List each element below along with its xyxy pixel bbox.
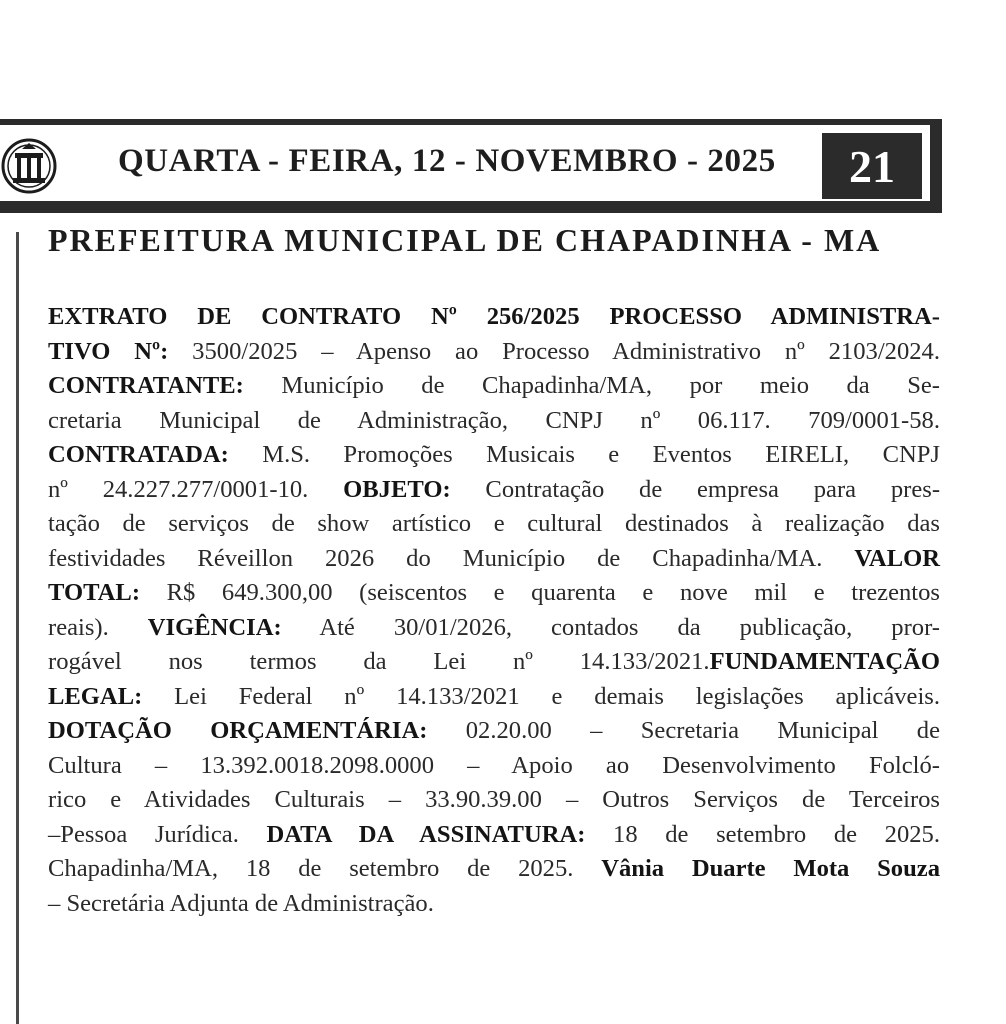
body-text: Município de Chapadinha/MA, por meio da Se- — [243, 372, 940, 399]
text-line — [48, 542, 940, 577]
body-text: 18 de setembro de 2025. — [585, 820, 940, 848]
bold-label: FUNDAMENTAÇÃO — [709, 648, 940, 675]
text-line — [48, 438, 940, 473]
body-text: 02.20.00 – Secretaria Municipal de — [427, 717, 940, 744]
body-text: tação de serviços de show artístico e cultural destinados à realização das — [48, 510, 940, 537]
bold-label: VIGÊNCIA: — [147, 613, 282, 641]
bold-label: DOTAÇÃO ORÇAMENTÁRIA: — [48, 717, 428, 744]
body-text: Cultura – 13.392.0018.2098.0000 – Apoio ao Desenvolvimento Folcló- — [48, 751, 940, 779]
body-text: nº 24.227.277/0001-10. — [48, 475, 344, 503]
body-text: rico e Atividades Culturais – 33.90.39.00 – Outros Serviços de Terceiros — [48, 786, 940, 813]
text-line — [48, 887, 940, 922]
bold-label: DATA DA ASSINATURA: — [266, 820, 586, 848]
header-inner — [0, 125, 930, 205]
bold-label: CONTRATANTE: — [48, 372, 244, 399]
page-number: 21 — [822, 133, 922, 199]
body-text: Até 30/01/2026, contados da publicação, pror- — [281, 613, 940, 641]
text-line — [48, 611, 940, 646]
text-line — [48, 818, 940, 853]
body-text: cretaria Municipal de Administração, CNPJ nº 06.117. 709/0001-58. — [48, 406, 940, 434]
text-line — [48, 749, 940, 784]
bold-label: TIVO Nº: — [48, 337, 169, 365]
body-text: Contratação de empresa para pres- — [450, 475, 941, 503]
body-text: rogável nos termos da Lei nº 14.133/2021. — [48, 648, 710, 675]
page-header — [0, 119, 942, 213]
bold-label: TOTAL: — [48, 579, 141, 606]
text-line — [48, 852, 940, 887]
text-line — [48, 369, 940, 404]
bold-label: CONTRATADA: — [48, 441, 229, 468]
bold-label: Vânia Duarte Mota Souza — [601, 855, 940, 882]
text-line — [48, 473, 940, 508]
text-line — [48, 783, 940, 818]
contract-extract — [48, 300, 940, 921]
text-line — [48, 576, 940, 611]
body-text: 3500/2025 – Apenso ao Processo Administrativo nº 2103/2024. — [168, 337, 940, 365]
text-line — [48, 335, 940, 370]
text-line — [48, 404, 940, 439]
section-title: PREFEITURA MUNICIPAL DE CHAPADINHA - MA — [48, 222, 882, 258]
text-line — [48, 680, 940, 715]
body-text: festividades Réveillon 2026 do Município de Chapadinha/MA. — [48, 544, 855, 572]
body-text: Chapadinha/MA, 18 de setembro de 2025. — [48, 855, 602, 882]
issue-date: QUARTA - FEIRA, 12 - NOVEMBRO - 2025 — [118, 143, 776, 179]
column-divider — [16, 232, 19, 1024]
body-text: Lei Federal nº 14.133/2021 e demais legislações aplicáveis. — [142, 682, 940, 710]
text-line — [48, 507, 940, 542]
body-text: – Secretária Adjunta de Administração. — [48, 889, 434, 917]
body-text: –Pessoa Jurídica. — [48, 820, 267, 848]
body-text: reais). — [48, 613, 148, 641]
bold-label: EXTRATO DE CONTRATO Nº 256/2025 PROCESSO ADMINISTRA- — [48, 303, 940, 330]
body-text: R$ 649.300,00 (seiscentos e quarenta e nove mil e trezentos — [140, 579, 940, 606]
bold-label: VALOR — [854, 544, 940, 572]
text-line — [48, 300, 940, 335]
body-text: M.S. Promoções Musicais e Eventos EIRELI, CNPJ — [228, 441, 940, 468]
bold-label: LEGAL: — [48, 682, 143, 710]
municipal-seal-icon — [0, 137, 58, 195]
bold-label: OBJETO: — [343, 475, 451, 503]
text-line — [48, 714, 940, 749]
text-line — [48, 645, 940, 680]
